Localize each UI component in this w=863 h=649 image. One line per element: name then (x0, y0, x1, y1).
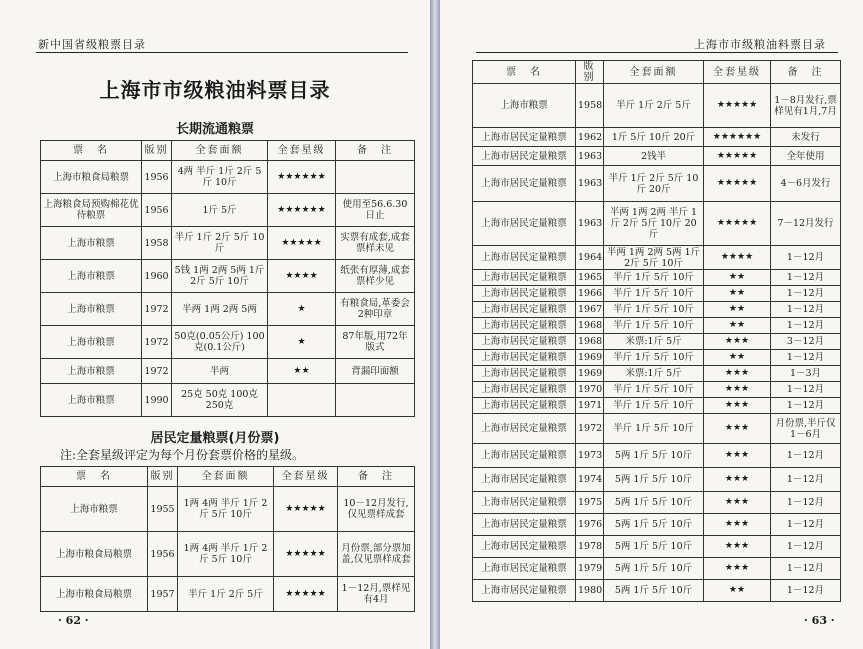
table-row (41, 293, 415, 326)
table-row (473, 382, 841, 398)
star-rating-cell: ★★★ (704, 414, 771, 444)
coupon-name-cell: 上海市粮票 (41, 227, 142, 260)
table-row (41, 577, 415, 612)
remarks-cell: 1－12月,票样见有4月 (338, 577, 415, 612)
remarks-cell (336, 384, 415, 417)
star-rating-cell: ★ (268, 326, 336, 359)
remarks-cell: 背漏印面额 (336, 359, 415, 384)
remarks-cell: 纸张有厚薄,成套票样少见 (336, 260, 415, 293)
remarks-cell: 1－12月 (771, 536, 841, 558)
edition-year-cell: 1968 (576, 334, 604, 350)
denominations-cell: 米票:1斤 5斤 (604, 366, 704, 382)
coupon-name-cell: 上海市粮票 (41, 293, 142, 326)
edition-year-cell: 1957 (148, 577, 178, 612)
column-header: 版别 (576, 61, 604, 84)
coupon-name-cell: 上海市居民定量粮票 (473, 468, 576, 492)
remarks-cell: 1－8月发行,票样见有1月,7月 (771, 84, 841, 128)
coupon-name-cell: 上海市居民定量粮票 (473, 382, 576, 398)
table-row (473, 334, 841, 350)
table-header-row (41, 141, 415, 161)
page-title: 上海市市级粮油料票目录 (99, 78, 331, 102)
denominations-cell: 半两 (172, 359, 268, 384)
star-rating-cell: ★★★ (704, 444, 771, 468)
remarks-cell: 未发行 (771, 128, 841, 147)
remarks-cell: 1－12月 (771, 318, 841, 334)
edition-year-cell: 1979 (576, 558, 604, 580)
denominations-cell: 5钱 1两 2两 5两 1斤 2斤 5斤 10斤 (172, 260, 268, 293)
header-rule-left (36, 52, 408, 53)
column-header: 全套星级 (704, 61, 771, 84)
section-heading-monthly: 居民定量粮票(月份票) (150, 431, 280, 446)
edition-year-cell: 1972 (142, 293, 172, 326)
table-row (41, 227, 415, 260)
long-term-coupon-table (40, 140, 415, 417)
remarks-cell: 1－3月 (771, 366, 841, 382)
remarks-cell: 1－12月 (771, 580, 841, 602)
table-row (473, 468, 841, 492)
edition-year-cell: 1956 (148, 532, 178, 577)
star-rating-cell: ★★★★★ (704, 84, 771, 128)
denominations-cell: 5两 1斤 5斤 10斤 (604, 558, 704, 580)
remarks-cell: 1－12月 (771, 558, 841, 580)
remarks-cell: 月份票,部分票加盖,仅见票样成套 (338, 532, 415, 577)
edition-year-cell: 1978 (576, 536, 604, 558)
star-rating-cell: ★★ (704, 318, 771, 334)
remarks-cell: 有粮食局,革委会2种印章 (336, 293, 415, 326)
coupon-name-cell: 上海市居民定量粮票 (473, 444, 576, 468)
remarks-cell: 3－12月 (771, 334, 841, 350)
column-header: 版别 (142, 141, 172, 161)
running-head-right: 上海市市级粮油料票目录 (694, 38, 826, 51)
star-rating-cell: ★★★★★ (704, 202, 771, 246)
star-rating-cell: ★★★★★★ (268, 194, 336, 227)
edition-year-cell: 1969 (576, 366, 604, 382)
left-page (0, 0, 430, 649)
column-header: 票 名 (41, 141, 142, 161)
star-rating-cell: ★★★★ (704, 246, 771, 270)
denominations-cell: 1斤 5斤 10斤 20斤 (604, 128, 704, 147)
star-rating-cell: ★★★★★ (268, 227, 336, 260)
remarks-cell: 7－12月发行 (771, 202, 841, 246)
remarks-cell: 1－12月 (771, 270, 841, 286)
coupon-name-cell: 上海市居民定量粮票 (473, 128, 576, 147)
coupon-name-cell: 上海市居民定量粮票 (473, 492, 576, 514)
denominations-cell: 半斤 1斤 5斤 10斤 (604, 286, 704, 302)
remarks-cell: 1－12月 (771, 444, 841, 468)
remarks-cell: 使用至56.6.30日止 (336, 194, 415, 227)
denominations-cell: 半两 1两 2两 5两 1斤 2斤 5斤 10斤 (604, 246, 704, 270)
denominations-cell: 1两 4两 半斤 1斤 2斤 5斤 10斤 (178, 532, 274, 577)
table-row (41, 359, 415, 384)
star-rating-cell: ★★★★ (268, 260, 336, 293)
table-row (41, 194, 415, 227)
table-row (41, 487, 415, 532)
star-rating-cell (268, 384, 336, 417)
star-rating-cell: ★★ (704, 580, 771, 602)
denominations-cell: 半斤 1斤 5斤 10斤 (604, 318, 704, 334)
edition-year-cell: 1976 (576, 514, 604, 536)
edition-year-cell: 1956 (142, 161, 172, 194)
star-rating-cell: ★★★ (704, 536, 771, 558)
table-row (473, 166, 841, 202)
coupon-name-cell: 上海市居民定量粮票 (473, 414, 576, 444)
denominations-cell: 半斤 1斤 2斤 5斤 (604, 84, 704, 128)
star-rating-cell: ★★ (704, 286, 771, 302)
star-rating-cell: ★★★ (704, 334, 771, 350)
edition-year-cell: 1974 (576, 468, 604, 492)
remarks-cell: 87年版,用72年版式 (336, 326, 415, 359)
denominations-cell: 半斤 1斤 5斤 10斤 (604, 350, 704, 366)
column-header: 备 注 (336, 141, 415, 161)
star-rating-cell: ★★ (268, 359, 336, 384)
star-rating-cell: ★★★ (704, 382, 771, 398)
denominations-cell: 半两 1两 2两 半斤 1斤 2斤 5斤 10斤 20斤 (604, 202, 704, 246)
column-header: 全套星级 (268, 141, 336, 161)
star-rating-cell: ★★★ (704, 492, 771, 514)
table-row (473, 580, 841, 602)
coupon-name-cell: 上海市居民定量粮票 (473, 350, 576, 366)
page-number-left: · 62 · (58, 614, 89, 627)
denominations-cell: 5两 1斤 5斤 10斤 (604, 580, 704, 602)
remarks-cell: 1－12月 (771, 286, 841, 302)
coupon-name-cell: 上海市居民定量粮票 (473, 536, 576, 558)
table-row (41, 260, 415, 293)
remarks-cell: 全年使用 (771, 147, 841, 166)
remarks-cell: 1－12月 (771, 398, 841, 414)
right-page (440, 0, 863, 649)
page-number-right: · 63 · (804, 614, 835, 627)
column-header: 票 名 (473, 61, 576, 84)
denominations-cell: 半斤 1斤 5斤 10斤 (604, 414, 704, 444)
table-row (41, 384, 415, 417)
denominations-cell: 半斤 1斤 5斤 10斤 (604, 270, 704, 286)
remarks-cell: 1－12月 (771, 382, 841, 398)
table-row (473, 492, 841, 514)
column-header: 全套面额 (604, 61, 704, 84)
coupon-name-cell: 上海市粮票 (41, 260, 142, 293)
coupon-name-cell: 上海市居民定量粮票 (473, 270, 576, 286)
edition-year-cell: 1990 (142, 384, 172, 417)
denominations-cell: 1斤 5斤 (172, 194, 268, 227)
denominations-cell: 5两 1斤 5斤 10斤 (604, 514, 704, 536)
coupon-name-cell: 上海市粮票 (41, 359, 142, 384)
edition-year-cell: 1966 (576, 286, 604, 302)
star-rating-cell: ★★ (704, 302, 771, 318)
edition-year-cell: 1980 (576, 580, 604, 602)
denominations-cell: 1两 4两 半斤 1斤 2斤 5斤 10斤 (178, 487, 274, 532)
coupon-name-cell: 上海市粮票 (41, 384, 142, 417)
table-row (473, 202, 841, 246)
denominations-cell: 半斤 1斤 5斤 10斤 (604, 382, 704, 398)
coupon-name-cell: 上海市粮食局粮票 (41, 577, 148, 612)
coupon-name-cell: 上海市粮食局粮票 (41, 161, 142, 194)
remarks-cell: 10－12月发行,仅见票样成套 (338, 487, 415, 532)
table-row (473, 128, 841, 147)
column-header: 全套面额 (178, 467, 274, 487)
denominations-cell: 5两 1斤 5斤 10斤 (604, 468, 704, 492)
star-rating-cell: ★ (268, 293, 336, 326)
coupon-name-cell: 上海市居民定量粮票 (473, 580, 576, 602)
edition-year-cell: 1955 (148, 487, 178, 532)
edition-year-cell: 1963 (576, 202, 604, 246)
denominations-cell: 5两 1斤 5斤 10斤 (604, 492, 704, 514)
denominations-cell: 半斤 1斤 2斤 5斤 10斤 (172, 227, 268, 260)
edition-year-cell: 1960 (142, 260, 172, 293)
star-rating-cell: ★★★★★★ (268, 161, 336, 194)
table-row (473, 147, 841, 166)
edition-year-cell: 1975 (576, 492, 604, 514)
edition-year-cell: 1972 (142, 326, 172, 359)
remarks-cell: 1－12月 (771, 350, 841, 366)
star-rating-cell: ★★ (704, 350, 771, 366)
column-header: 全套面额 (172, 141, 268, 161)
table-row (473, 414, 841, 444)
denominations-cell: 5两 1斤 5斤 10斤 (604, 536, 704, 558)
remarks-cell: 月份票,半斤仅1－6月 (771, 414, 841, 444)
table-row (473, 270, 841, 286)
edition-year-cell: 1970 (576, 382, 604, 398)
denominations-cell: 4两 半斤 1斤 2斤 5斤 10斤 (172, 161, 268, 194)
coupon-name-cell: 上海市居民定量粮票 (473, 318, 576, 334)
denominations-cell: 5两 1斤 5斤 10斤 (604, 444, 704, 468)
edition-year-cell: 1958 (142, 227, 172, 260)
star-rating-cell: ★★★ (704, 514, 771, 536)
remarks-cell (336, 161, 415, 194)
edition-year-cell: 1965 (576, 270, 604, 286)
column-header: 版别 (148, 467, 178, 487)
edition-year-cell: 1958 (576, 84, 604, 128)
column-header: 票 名 (41, 467, 148, 487)
denominations-cell: 25克 50克 100克 250克 (172, 384, 268, 417)
remarks-cell: 1－12月 (771, 514, 841, 536)
edition-year-cell: 1972 (576, 414, 604, 444)
table-row (41, 326, 415, 359)
coupon-name-cell: 上海市粮票 (473, 84, 576, 128)
star-rating-cell: ★★ (704, 270, 771, 286)
star-rating-cell: ★★★★★ (274, 487, 338, 532)
table-row (473, 84, 841, 128)
denominations-cell: 半两 1两 2两 5两 (172, 293, 268, 326)
table-header-row (473, 61, 841, 84)
resident-ration-coupon-table (472, 60, 841, 602)
coupon-name-cell: 上海市居民定量粮票 (473, 398, 576, 414)
denominations-cell: 半斤 1斤 5斤 10斤 (604, 398, 704, 414)
remarks-cell: 1－12月 (771, 468, 841, 492)
running-head-left: 新中国省级粮票目录 (38, 38, 146, 51)
coupon-name-cell: 上海市居民定量粮票 (473, 166, 576, 202)
remarks-cell: 4－6月发行 (771, 166, 841, 202)
edition-year-cell: 1969 (576, 350, 604, 366)
edition-year-cell: 1963 (576, 147, 604, 166)
table-row (41, 161, 415, 194)
star-rating-note: 注:全套星级评定为每个月份套票价格的星级。 (60, 448, 305, 462)
star-rating-cell: ★★★★★ (704, 166, 771, 202)
book-gutter (430, 0, 440, 649)
edition-year-cell: 1968 (576, 318, 604, 334)
coupon-name-cell: 上海市居民定量粮票 (473, 514, 576, 536)
edition-year-cell: 1971 (576, 398, 604, 414)
header-rule-right (476, 52, 838, 53)
star-rating-cell: ★★★★★★ (704, 128, 771, 147)
denominations-cell: 半斤 1斤 2斤 5斤 (178, 577, 274, 612)
table-row (473, 246, 841, 270)
coupon-name-cell: 上海市居民定量粮票 (473, 202, 576, 246)
remarks-cell: 1－12月 (771, 246, 841, 270)
table-row (473, 558, 841, 580)
table-row (473, 536, 841, 558)
edition-year-cell: 1963 (576, 166, 604, 202)
edition-year-cell: 1972 (142, 359, 172, 384)
table-header-row (41, 467, 415, 487)
denominations-cell: 米票:1斤 5斤 (604, 334, 704, 350)
star-rating-cell: ★★★ (704, 366, 771, 382)
edition-year-cell: 1962 (576, 128, 604, 147)
table-row (41, 532, 415, 577)
star-rating-cell: ★★★★★ (274, 532, 338, 577)
coupon-name-cell: 上海市粮票 (41, 487, 148, 532)
coupon-name-cell: 上海市居民定量粮票 (473, 334, 576, 350)
star-rating-cell: ★★★ (704, 398, 771, 414)
coupon-name-cell: 上海市粮票 (41, 326, 142, 359)
column-header: 备 注 (338, 467, 415, 487)
edition-year-cell: 1967 (576, 302, 604, 318)
column-header: 备 注 (771, 61, 841, 84)
edition-year-cell: 1956 (142, 194, 172, 227)
coupon-name-cell: 上海市居民定量粮票 (473, 286, 576, 302)
coupon-name-cell: 上海市居民定量粮票 (473, 302, 576, 318)
denominations-cell: 2钱半 (604, 147, 704, 166)
denominations-cell: 半斤 1斤 5斤 10斤 (604, 302, 704, 318)
remarks-cell: 实票有成套,成套票样未见 (336, 227, 415, 260)
table-row (473, 302, 841, 318)
table-row (473, 444, 841, 468)
table-row (473, 514, 841, 536)
table-row (473, 286, 841, 302)
coupon-name-cell: 上海市粮食局粮票 (41, 532, 148, 577)
table-row (473, 398, 841, 414)
section-heading-long-term: 长期流通粮票 (175, 122, 254, 137)
monthly-coupon-table (40, 466, 415, 612)
star-rating-cell: ★★★ (704, 558, 771, 580)
star-rating-cell: ★★★ (704, 468, 771, 492)
coupon-name-cell: 上海市居民定量粮票 (473, 558, 576, 580)
table-row (473, 318, 841, 334)
star-rating-cell: ★★★★★ (704, 147, 771, 166)
column-header: 全套星级 (274, 467, 338, 487)
denominations-cell: 半斤 1斤 2斤 5斤 10斤 20斤 (604, 166, 704, 202)
coupon-name-cell: 上海粮食局预购棉花优待粮票 (41, 194, 142, 227)
remarks-cell: 1－12月 (771, 302, 841, 318)
table-row (473, 350, 841, 366)
table-row (473, 366, 841, 382)
coupon-name-cell: 上海市居民定量粮票 (473, 366, 576, 382)
coupon-name-cell: 上海市居民定量粮票 (473, 246, 576, 270)
remarks-cell: 1－12月 (771, 492, 841, 514)
coupon-name-cell: 上海市居民定量粮票 (473, 147, 576, 166)
edition-year-cell: 1973 (576, 444, 604, 468)
edition-year-cell: 1964 (576, 246, 604, 270)
star-rating-cell: ★★★★★ (274, 577, 338, 612)
denominations-cell: 50克(0.05公斤) 100克(0.1公斤) (172, 326, 268, 359)
